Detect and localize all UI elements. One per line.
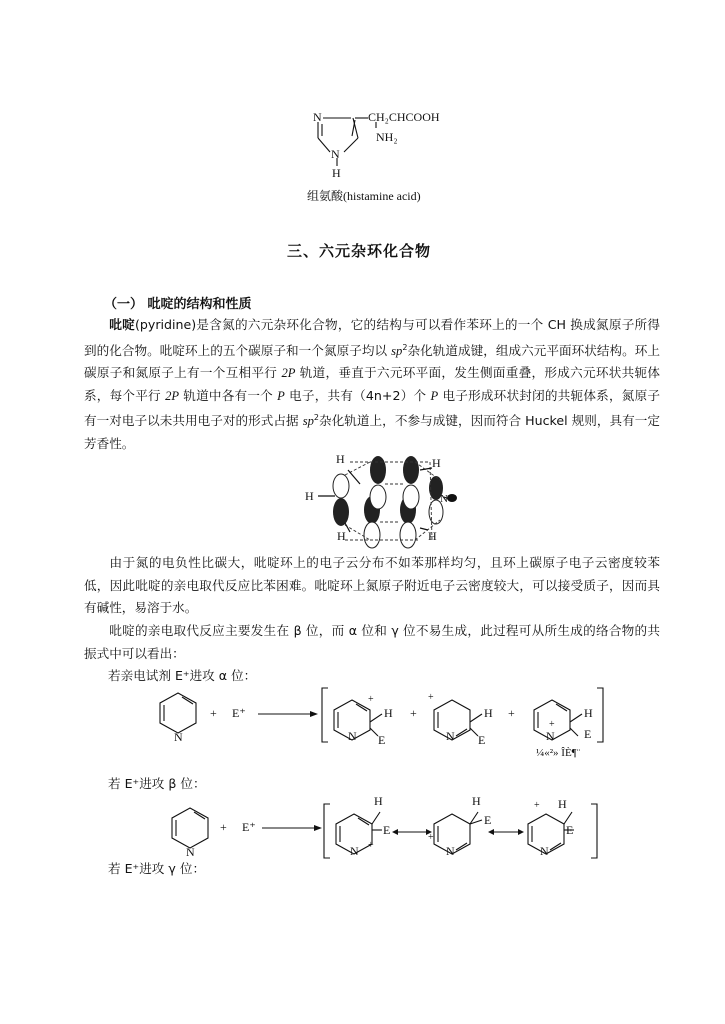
svg-text:E: E [566, 823, 574, 837]
svg-text:H: H [558, 797, 567, 811]
svg-text:+: + [549, 719, 555, 730]
histidine-caption: 组氨酸(histamine acid) [307, 189, 421, 203]
orbital-h-top-left: H [336, 452, 345, 466]
svg-text:H: H [384, 706, 393, 720]
svg-text:H: H [584, 706, 593, 720]
svg-text:+: + [368, 840, 374, 851]
svg-text:N: N [446, 844, 455, 858]
substitution-paragraph: 吡啶的亲电取代反应主要发生在 β 位，而 α 位和 γ 位不易生成，此过程可从所生成的络合物的共振式中可以看出： [84, 623, 660, 661]
svg-text:E: E [584, 727, 592, 741]
svg-text:+: + [210, 706, 217, 720]
svg-text:+: + [508, 706, 515, 720]
svg-text:H: H [374, 794, 383, 808]
svg-text:N: N [540, 844, 549, 858]
svg-text:+: + [368, 694, 374, 705]
orbital-h-left: H [305, 489, 314, 503]
svg-text:N: N [186, 845, 195, 859]
beta-attack-heading: 若 E⁺进攻 β 位： [108, 776, 206, 791]
histidine-h: H [332, 166, 341, 180]
alpha-garbled-note: ¼«²» ÎÈ¶¨ [536, 747, 581, 759]
svg-text:+: + [428, 692, 434, 703]
svg-text:E: E [383, 823, 391, 837]
svg-text:N: N [546, 729, 555, 743]
orbital-h-bottom-right: H [428, 529, 437, 543]
svg-text:H: H [484, 706, 493, 720]
gamma-attack-heading: 若 E⁺进攻 γ 位： [108, 861, 206, 876]
orbital-h-top-right: H [432, 456, 441, 470]
svg-text:E: E [478, 733, 486, 747]
svg-text:+: + [428, 832, 434, 843]
histidine-amino: NH₂ [376, 130, 398, 144]
svg-text:+: + [534, 800, 540, 811]
alpha-attack-heading: 若亲电试剂 E⁺进攻 α 位： [108, 668, 257, 683]
svg-text:N: N [348, 729, 357, 743]
orbital-h-bottom-left: H [337, 529, 346, 543]
svg-text:E⁺: E⁺ [232, 706, 246, 720]
basicity-paragraph: 由于氮的电负性比碳大，吡啶环上的电子云分布不如苯那样均匀，且环上碳原子电子云密度较苯低，因此吡啶的亲电取代反应比苯困难。吡啶环上氮原子附近电子云密度较大，可以接受质子，因而具有碱性，易溶于水。 [84, 555, 660, 615]
svg-text:N: N [174, 730, 183, 744]
pyridine-term: 吡啶 [109, 317, 135, 332]
svg-text:+: + [410, 706, 417, 720]
svg-text:H: H [472, 794, 481, 808]
histidine-side-chain: CH₂CHCOOH [368, 110, 440, 124]
svg-text:E: E [484, 813, 492, 827]
svg-text:N: N [446, 729, 455, 743]
section-subtitle: （一） 吡啶的结构和性质 [104, 297, 252, 312]
section-title: 三、六元杂环化合物 [287, 242, 432, 260]
histidine-n-bottom: N [331, 147, 340, 161]
svg-text:E: E [378, 733, 386, 747]
histidine-n-top: N [313, 110, 322, 124]
orbital-n-label: N [440, 493, 448, 505]
svg-text:E⁺: E⁺ [242, 820, 256, 834]
pyridine-structure-paragraph: 吡啶(pyridine)是含氮的六元杂环化合物，它的结构与可以看作苯环上的一个 CH 换成氮原子所得到的化合物。吡啶环上的五个碳原子和一个氮原子均以 $sp^2$杂化轨道成键，组成六元平面环状结构。环上碳原子和氮原子上有一个互相平行 2P 轨道，垂直于六元环平面，发生侧面重叠，形成六元环状共轭体系，每个平行 2P 轨道中各有一个 P 电子，共有（4n+2）个 P 电子形成环状封闭的共轭体系，氮原子有一对电子以未共用电子对的形式占据 $sp^2$杂化轨道上，不参与成键，因而符合 Huckel 规则，具有一定芳香性。 [84, 317, 661, 451]
svg-text:N: N [350, 844, 359, 858]
svg-text:+: + [220, 820, 227, 834]
